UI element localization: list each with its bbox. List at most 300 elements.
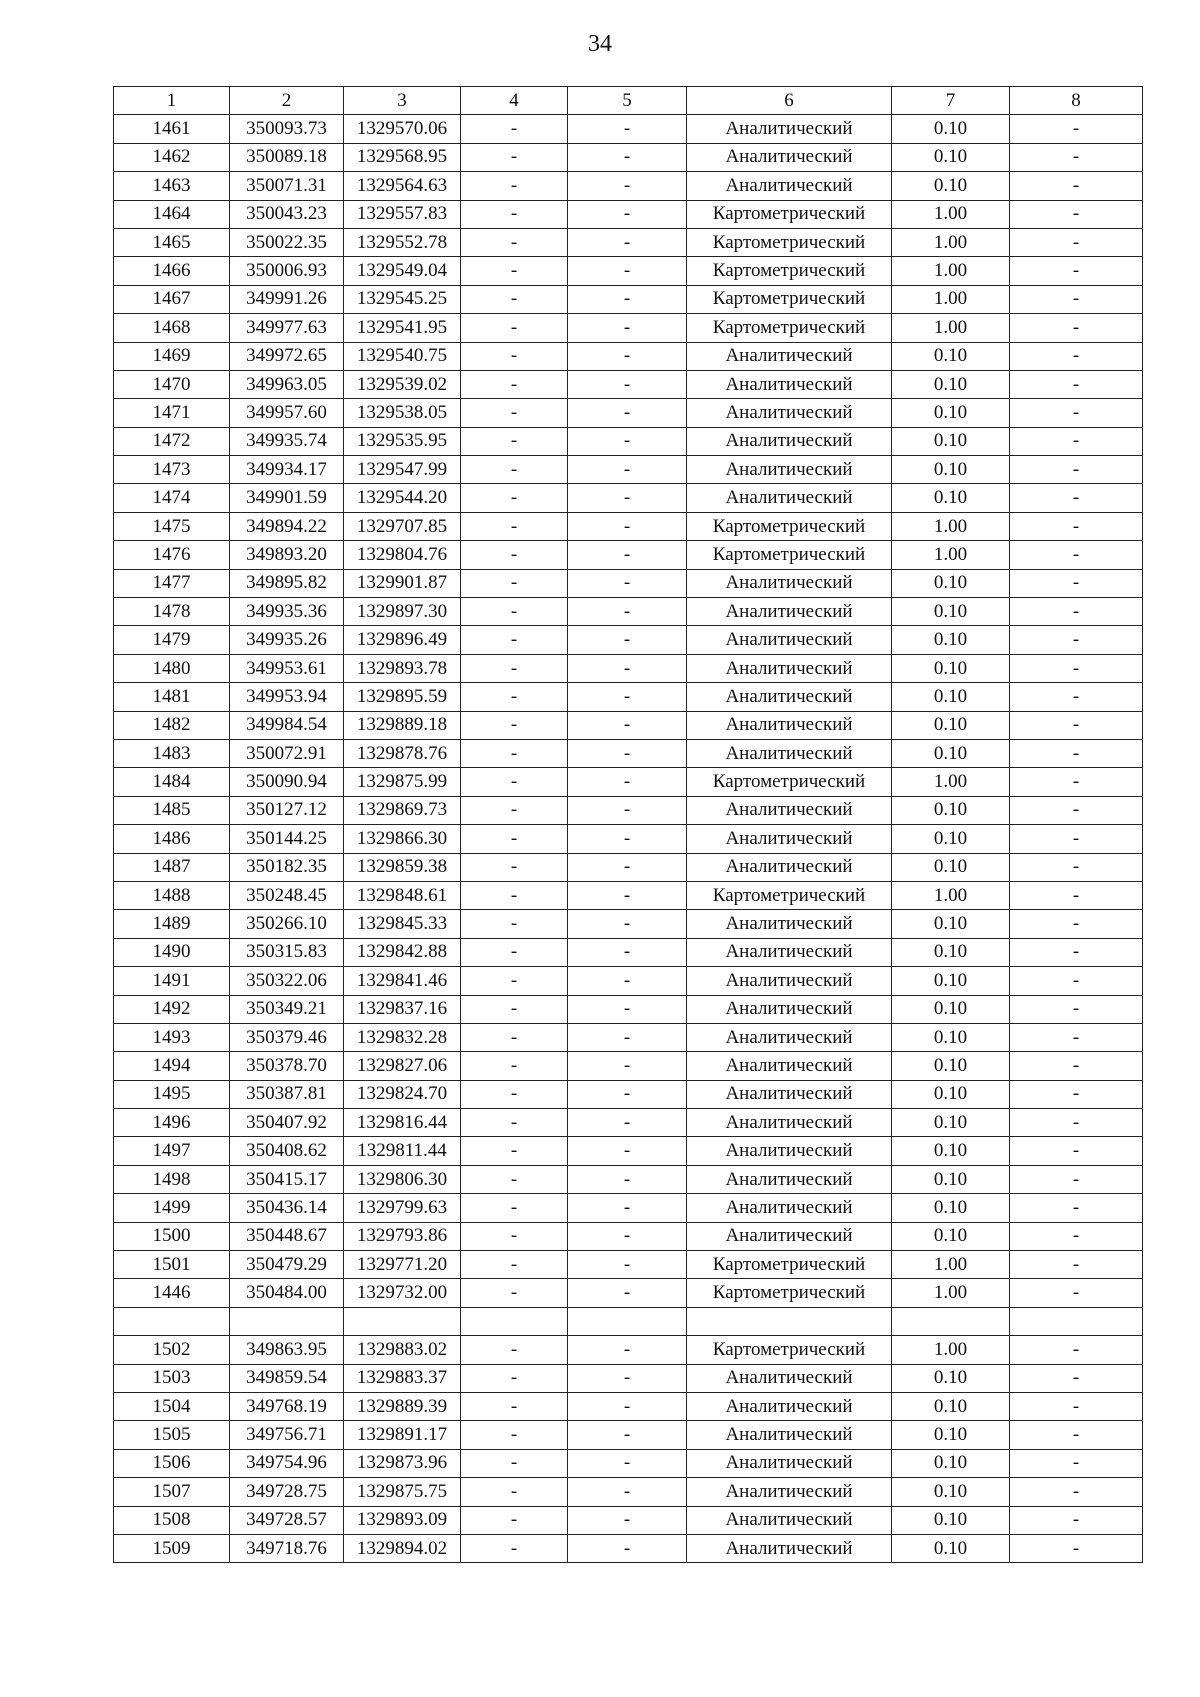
table-cell: -: [568, 768, 687, 796]
table-cell: Аналитический: [687, 143, 892, 171]
table-cell: -: [1010, 1109, 1143, 1137]
table-cell: -: [1010, 626, 1143, 654]
table-cell: 1470: [114, 370, 230, 398]
table-cell: Аналитический: [687, 1421, 892, 1449]
table-cell: Аналитический: [687, 115, 892, 143]
table-cell: -: [461, 967, 568, 995]
table-cell: Аналитический: [687, 739, 892, 767]
table-cell: 0.10: [892, 739, 1010, 767]
table-cell: -: [461, 484, 568, 512]
table-row: [114, 1279, 1143, 1307]
table-cell: -: [1010, 1137, 1143, 1165]
table-cell: 350022.35: [230, 228, 344, 256]
table-row: [114, 399, 1143, 427]
table-row: [114, 456, 1143, 484]
table-cell: 1329878.76: [344, 739, 461, 767]
table-cell: -: [568, 853, 687, 881]
table-cell: -: [1010, 910, 1143, 938]
table-row: [114, 1534, 1143, 1562]
table-cell: -: [1010, 1023, 1143, 1051]
table-cell: -: [568, 995, 687, 1023]
table-cell: -: [1010, 285, 1143, 313]
coordinates-table: [113, 86, 1143, 1563]
table-cell: -: [568, 1222, 687, 1250]
table-cell: -: [568, 796, 687, 824]
table-cell: 1329897.30: [344, 598, 461, 626]
table-cell: 1.00: [892, 512, 1010, 540]
table-cell: 1474: [114, 484, 230, 512]
table-cell: 1446: [114, 1279, 230, 1307]
table-cell: 350484.00: [230, 1279, 344, 1307]
table-row: [114, 1023, 1143, 1051]
table-cell: 1501: [114, 1251, 230, 1279]
table-cell: 1329891.17: [344, 1421, 461, 1449]
table-cell: 1463: [114, 172, 230, 200]
table-row: [114, 370, 1143, 398]
table-row: [114, 314, 1143, 342]
table-cell: 350315.83: [230, 938, 344, 966]
table-cell: 1329894.02: [344, 1534, 461, 1562]
table-cell: 1.00: [892, 200, 1010, 228]
table-cell: -: [461, 1023, 568, 1051]
table-cell: 1329547.99: [344, 456, 461, 484]
table-cell: -: [461, 910, 568, 938]
table-cell: -: [461, 938, 568, 966]
table-cell: -: [461, 228, 568, 256]
table-cell: -: [568, 938, 687, 966]
table-cell: -: [568, 541, 687, 569]
table-cell: -: [568, 1194, 687, 1222]
table-cell: 1487: [114, 853, 230, 881]
table-row: [114, 484, 1143, 512]
table-cell: -: [568, 1023, 687, 1051]
table-cell: -: [1010, 1279, 1143, 1307]
table-cell: 1473: [114, 456, 230, 484]
table-cell: -: [1010, 569, 1143, 597]
table-cell: 349863.95: [230, 1336, 344, 1364]
table-cell: 1494: [114, 1052, 230, 1080]
table-cell: -: [1010, 399, 1143, 427]
table-cell: -: [461, 825, 568, 853]
table-cell: 1467: [114, 285, 230, 313]
table-cell: -: [461, 1421, 568, 1449]
table-cell: Аналитический: [687, 1023, 892, 1051]
table-row: [114, 1194, 1143, 1222]
table-cell: Картометрический: [687, 257, 892, 285]
table-cell: Картометрический: [687, 541, 892, 569]
table-row: [114, 1080, 1143, 1108]
table-cell: -: [568, 427, 687, 455]
table-cell: 1329732.00: [344, 1279, 461, 1307]
table-cell: -: [568, 598, 687, 626]
table-cell: Картометрический: [687, 1279, 892, 1307]
table-cell: 1329552.78: [344, 228, 461, 256]
table-cell: -: [1010, 683, 1143, 711]
table-cell: 1491: [114, 967, 230, 995]
table-cell: -: [461, 739, 568, 767]
table-cell: 350072.91: [230, 739, 344, 767]
table-cell: 0.10: [892, 796, 1010, 824]
table-cell: 1496: [114, 1109, 230, 1137]
table-row: [114, 938, 1143, 966]
table-cell: -: [568, 1534, 687, 1562]
table-cell: 1329889.18: [344, 711, 461, 739]
table-cell: 0.10: [892, 370, 1010, 398]
table-cell: 0.10: [892, 967, 1010, 995]
table-cell: 349901.59: [230, 484, 344, 512]
table-cell: 350182.35: [230, 853, 344, 881]
table-cell: -: [1010, 711, 1143, 739]
table-cell: 1329866.30: [344, 825, 461, 853]
table-cell: 349756.71: [230, 1421, 344, 1449]
table-cell: Картометрический: [687, 1251, 892, 1279]
table-cell: -: [568, 512, 687, 540]
table-cell: Аналитический: [687, 456, 892, 484]
table-cell: 1.00: [892, 768, 1010, 796]
table-row: [114, 342, 1143, 370]
table-cell: -: [568, 910, 687, 938]
table-cell: 0.10: [892, 1109, 1010, 1137]
table-cell: -: [568, 569, 687, 597]
table-row: [114, 654, 1143, 682]
table-cell: -: [568, 626, 687, 654]
table-cell: Аналитический: [687, 1080, 892, 1108]
table-row: [114, 853, 1143, 881]
table-cell: 1509: [114, 1534, 230, 1562]
table-cell: -: [568, 1392, 687, 1420]
table-row: [114, 768, 1143, 796]
table-cell: -: [461, 512, 568, 540]
table-row: [114, 683, 1143, 711]
table-cell: Аналитический: [687, 1194, 892, 1222]
table-row: [114, 1506, 1143, 1534]
table-cell: Аналитический: [687, 399, 892, 427]
table-cell: 1329793.86: [344, 1222, 461, 1250]
table-cell: 350090.94: [230, 768, 344, 796]
table-cell: 0.10: [892, 711, 1010, 739]
table-cell: 349893.20: [230, 541, 344, 569]
table-cell: -: [1010, 1052, 1143, 1080]
table-cell: 0.10: [892, 1392, 1010, 1420]
table-cell: -: [1010, 1251, 1143, 1279]
table-cell: 1464: [114, 200, 230, 228]
table-row: [114, 569, 1143, 597]
table-cell: 0.10: [892, 484, 1010, 512]
table-row: [114, 711, 1143, 739]
table-cell: -: [461, 342, 568, 370]
table-cell: 349718.76: [230, 1534, 344, 1562]
table-cell: -: [1010, 739, 1143, 767]
table-cell: -: [568, 1109, 687, 1137]
table-cell: 350415.17: [230, 1165, 344, 1193]
table-cell: -: [568, 172, 687, 200]
table-cell: Картометрический: [687, 512, 892, 540]
table-cell: 1329841.46: [344, 967, 461, 995]
column-header: 3: [344, 87, 461, 115]
table-cell: 1484: [114, 768, 230, 796]
table-cell: -: [461, 1534, 568, 1562]
table-cell: -: [568, 1478, 687, 1506]
table-cell: 0.10: [892, 1165, 1010, 1193]
table-cell: Картометрический: [687, 228, 892, 256]
table-cell: -: [461, 370, 568, 398]
table-cell: -: [461, 1336, 568, 1364]
table-cell: 1329883.02: [344, 1336, 461, 1364]
table-row: [114, 1137, 1143, 1165]
table-cell: -: [568, 1449, 687, 1477]
table-cell: -: [568, 881, 687, 909]
table-cell: 349894.22: [230, 512, 344, 540]
table-cell: -: [568, 484, 687, 512]
table-cell: -: [1010, 768, 1143, 796]
table-row: [114, 967, 1143, 995]
table-cell: 0.10: [892, 1194, 1010, 1222]
table-cell: 0.10: [892, 569, 1010, 597]
table-row: [114, 881, 1143, 909]
table-cell: 1329896.49: [344, 626, 461, 654]
table-cell: 349728.75: [230, 1478, 344, 1506]
table-cell: 1329869.73: [344, 796, 461, 824]
table-cell: 349953.94: [230, 683, 344, 711]
table-row: [114, 541, 1143, 569]
table-cell: Аналитический: [687, 1109, 892, 1137]
table-cell: Аналитический: [687, 370, 892, 398]
table-cell: -: [461, 1194, 568, 1222]
table-cell: 1508: [114, 1506, 230, 1534]
table-cell: 1475: [114, 512, 230, 540]
table-cell: Картометрический: [687, 200, 892, 228]
table-cell: 0.10: [892, 995, 1010, 1023]
table-cell: 1329901.87: [344, 569, 461, 597]
table-row: [114, 1336, 1143, 1364]
table-cell: 0.10: [892, 172, 1010, 200]
table-cell: 350006.93: [230, 257, 344, 285]
table-cell: 1329771.20: [344, 1251, 461, 1279]
table-cell: [687, 1307, 892, 1335]
table-cell: -: [1010, 938, 1143, 966]
table-cell: Аналитический: [687, 967, 892, 995]
table-cell: 1499: [114, 1194, 230, 1222]
table-cell: -: [568, 370, 687, 398]
table-cell: -: [568, 1165, 687, 1193]
column-header: 4: [461, 87, 568, 115]
table-cell: 350248.45: [230, 881, 344, 909]
table-cell: -: [1010, 342, 1143, 370]
table-cell: 1465: [114, 228, 230, 256]
table-cell: 1469: [114, 342, 230, 370]
table-cell: -: [461, 683, 568, 711]
table-cell: -: [568, 1506, 687, 1534]
table-cell: 1329544.20: [344, 484, 461, 512]
table-cell: 1489: [114, 910, 230, 938]
table-cell: Картометрический: [687, 285, 892, 313]
table-cell: -: [568, 1137, 687, 1165]
column-header: 7: [892, 87, 1010, 115]
table-cell: 0.10: [892, 115, 1010, 143]
table-cell: 349934.17: [230, 456, 344, 484]
table-cell: -: [461, 1392, 568, 1420]
table-cell: 0.10: [892, 1478, 1010, 1506]
table-cell: -: [1010, 1194, 1143, 1222]
table-cell: 1461: [114, 115, 230, 143]
table-cell: -: [1010, 654, 1143, 682]
table-cell: -: [568, 1251, 687, 1279]
table-cell: 1483: [114, 739, 230, 767]
table-cell: Аналитический: [687, 853, 892, 881]
table-cell: -: [461, 285, 568, 313]
table-cell: -: [461, 1251, 568, 1279]
table-cell: 0.10: [892, 910, 1010, 938]
table-cell: -: [1010, 512, 1143, 540]
table-cell: 1468: [114, 314, 230, 342]
table-cell: 0.10: [892, 143, 1010, 171]
table-cell: 1329883.37: [344, 1364, 461, 1392]
table-cell: -: [461, 995, 568, 1023]
table-cell: 1329837.16: [344, 995, 461, 1023]
table-cell: -: [1010, 541, 1143, 569]
table-cell: 350266.10: [230, 910, 344, 938]
table-cell: 349953.61: [230, 654, 344, 682]
table-cell: 1329568.95: [344, 143, 461, 171]
table-cell: -: [1010, 257, 1143, 285]
table-cell: 350448.67: [230, 1222, 344, 1250]
table-cell: 1.00: [892, 1279, 1010, 1307]
table-cell: 350127.12: [230, 796, 344, 824]
table-cell: -: [1010, 1506, 1143, 1534]
table-cell: 1486: [114, 825, 230, 853]
table-cell: 1329848.61: [344, 881, 461, 909]
table-cell: 349768.19: [230, 1392, 344, 1420]
table-cell: 1492: [114, 995, 230, 1023]
table-cell: 349977.63: [230, 314, 344, 342]
table-cell: Аналитический: [687, 626, 892, 654]
table-cell: 1.00: [892, 1251, 1010, 1279]
table-cell: Картометрический: [687, 768, 892, 796]
table-cell: Аналитический: [687, 484, 892, 512]
table-cell: 1329545.25: [344, 285, 461, 313]
table-cell: 350093.73: [230, 115, 344, 143]
table-cell: -: [461, 1478, 568, 1506]
table-cell: -: [461, 427, 568, 455]
table-row: [114, 1251, 1143, 1279]
table-cell: Картометрический: [687, 881, 892, 909]
table-cell: -: [568, 711, 687, 739]
table-cell: 349935.74: [230, 427, 344, 455]
table-cell: -: [1010, 825, 1143, 853]
table-cell: -: [568, 1279, 687, 1307]
table-cell: Аналитический: [687, 1364, 892, 1392]
table-cell: Аналитический: [687, 342, 892, 370]
table-row: [114, 1364, 1143, 1392]
table-cell: -: [568, 143, 687, 171]
table-cell: -: [461, 1080, 568, 1108]
table-cell: 349754.96: [230, 1449, 344, 1477]
table-cell: 1329799.63: [344, 1194, 461, 1222]
table-cell: [344, 1307, 461, 1335]
table-cell: 350322.06: [230, 967, 344, 995]
table-cell: 349935.26: [230, 626, 344, 654]
table-cell: -: [461, 1052, 568, 1080]
table-cell: 350436.14: [230, 1194, 344, 1222]
table-cell: 1329824.70: [344, 1080, 461, 1108]
table-cell: 0.10: [892, 1023, 1010, 1051]
table-cell: -: [1010, 598, 1143, 626]
table-cell: -: [568, 967, 687, 995]
table-cell: -: [461, 654, 568, 682]
table-cell: 1466: [114, 257, 230, 285]
table-cell: Аналитический: [687, 711, 892, 739]
table-cell: Аналитический: [687, 796, 892, 824]
table-cell: -: [1010, 370, 1143, 398]
table-cell: 1329873.96: [344, 1449, 461, 1477]
table-cell: 1498: [114, 1165, 230, 1193]
table-cell: 350071.31: [230, 172, 344, 200]
table-cell: 349972.65: [230, 342, 344, 370]
table-cell: 350387.81: [230, 1080, 344, 1108]
table-cell: 0.10: [892, 598, 1010, 626]
table-cell: 349935.36: [230, 598, 344, 626]
table-cell: 1329549.04: [344, 257, 461, 285]
table-cell: 1476: [114, 541, 230, 569]
table-cell: -: [1010, 1364, 1143, 1392]
table-cell: -: [461, 1449, 568, 1477]
table-cell: [461, 1307, 568, 1335]
table-cell: 349963.05: [230, 370, 344, 398]
table-cell: 0.10: [892, 1052, 1010, 1080]
column-header: 6: [687, 87, 892, 115]
table-cell: -: [568, 1052, 687, 1080]
table-cell: -: [568, 314, 687, 342]
column-header: 1: [114, 87, 230, 115]
table-cell: 1329707.85: [344, 512, 461, 540]
table-cell: 0.10: [892, 683, 1010, 711]
table-cell: 1329541.95: [344, 314, 461, 342]
table-cell: Аналитический: [687, 1392, 892, 1420]
table-cell: Аналитический: [687, 1506, 892, 1534]
table-cell: -: [568, 228, 687, 256]
table-cell: Аналитический: [687, 995, 892, 1023]
table-cell: 0.10: [892, 938, 1010, 966]
table-row: [114, 1052, 1143, 1080]
table-cell: 0.10: [892, 1364, 1010, 1392]
table-cell: -: [461, 626, 568, 654]
table-cell: -: [568, 285, 687, 313]
table-cell: Аналитический: [687, 910, 892, 938]
table-cell: 1.00: [892, 314, 1010, 342]
table-cell: -: [1010, 228, 1143, 256]
table-cell: -: [461, 172, 568, 200]
table-cell: 1462: [114, 143, 230, 171]
table-cell: 350408.62: [230, 1137, 344, 1165]
table-cell: -: [1010, 1449, 1143, 1477]
table-cell: -: [568, 1364, 687, 1392]
table-cell: 1329827.06: [344, 1052, 461, 1080]
table-cell: 349859.54: [230, 1364, 344, 1392]
table-cell: 1507: [114, 1478, 230, 1506]
table-cell: 0.10: [892, 1449, 1010, 1477]
table-cell: 0.10: [892, 1506, 1010, 1534]
table-cell: Аналитический: [687, 938, 892, 966]
table-cell: -: [461, 1165, 568, 1193]
table-cell: -: [1010, 853, 1143, 881]
table-cell: 349991.26: [230, 285, 344, 313]
table-row: [114, 739, 1143, 767]
table-cell: Аналитический: [687, 598, 892, 626]
table-cell: [1010, 1307, 1143, 1335]
table-cell: [230, 1307, 344, 1335]
table-row: [114, 1222, 1143, 1250]
table-cell: 1329845.33: [344, 910, 461, 938]
